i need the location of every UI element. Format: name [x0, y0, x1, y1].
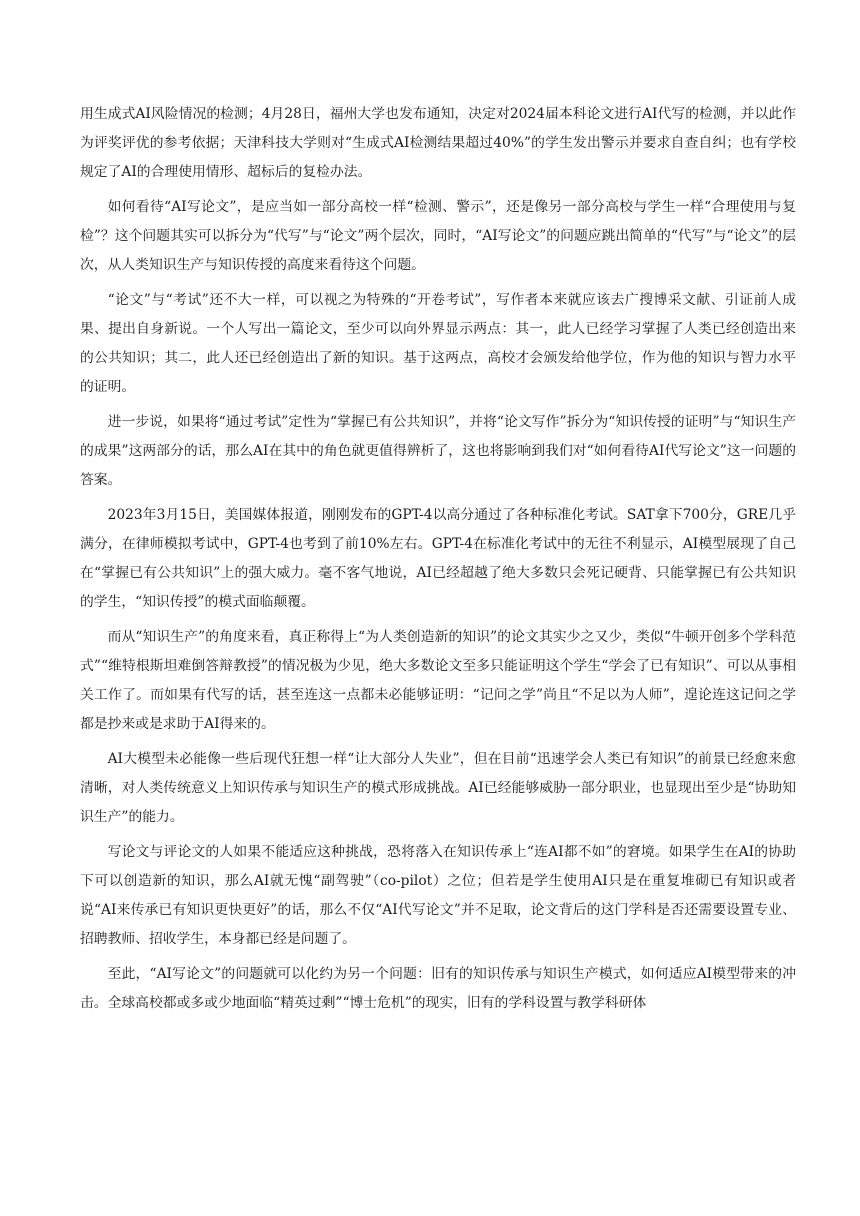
- paragraph-4: 进一步说，如果将“通过考试”定性为“掌握已有公共知识”，并将“论文写作”拆分为“知识传授的证明”与“知识生产的成果”这两部分的话，那么AI在其中的角色就更值得辨析了，这也将影响到我们对“如何看待AI代写论文”这一问题的答案。: [80, 414, 796, 488]
- document-body: [80, 100, 796, 1024]
- paragraph-1: 用生成式AI风险情况的检测；4月28日，福州大学也发布通知，决定对2024届本科论文进行AI代写的检测，并以此作为评奖评优的参考依据；天津科技大学则对“生成式AI检测结果超过40%”的学生发出警示并要求自查自纠；也有学校规定了AI的合理使用情形、超标后的复检办法。: [80, 106, 796, 180]
- paragraph-3: “论文”与“考试”还不大一样，可以视之为特殊的“开卷考试”，写作者本来就应该去广搜博采文献、引证前人成果、提出自身新说。一个人写出一篇论文，至少可以向外界显示两点：其一，此人已经学习掌握了人类已经创造出来的公共知识；其二，此人还已经创造出了新的知识。基于这两点，高校才会颁发给他学位，作为他的知识与智力水平的证明。: [80, 292, 796, 395]
- paragraph-9: 至此，“AI写论文”的问题就可以化约为另一个问题：旧有的知识传承与知识生产模式，如何适应AI模型带来的冲击。全球高校都或多或少地面临“精英过剩”“博士危机”的现实，旧有的学科设置与教学科研体: [80, 966, 796, 1011]
- paragraph-2: 如何看待“AI写论文”，是应当如一部分高校一样“检测、警示”，还是像另一部分高校与学生一样“合理使用与复检”？这个问题其实可以拆分为“代写”与“论文”两个层次，同时，“AI写论文”的问题应跳出简单的“代写”与“论文”的层次，从人类知识生产与知识传授的高度来看待这个问题。: [80, 199, 796, 273]
- paragraph-6: 而从“知识生产”的角度来看，真正称得上“为人类创造新的知识”的论文其实少之又少，类似“牛顿开创多个学科范式”“维特根斯坦难倒答辩教授”的情况极为少见，绝大多数论文至多只能证明这个学生“学会了已有知识”、可以从事相关工作了。而如果有代写的话，甚至连这一点都未必能够证明：“记问之学”尚且“不足以为人师”，遑论连这记问之学都是抄来或是求助于AI得来的。: [80, 629, 796, 732]
- paragraph-5: 2023年3月15日，美国媒体报道，刚刚发布的GPT-4以高分通过了各种标准化考试。SAT拿下700分，GRE几乎满分，在律师模拟考试中，GPT-4也考到了前10%左右。GPT-4在标准化考试中的无往不利显示，AI模型展现了自己在“掌握已有公共知识”上的强大威力。毫不客气地说，AI已经超越了绝大多数只会死记硬背、只能掌握已有公共知识的学生，“知识传授”的模式面临颠覆。: [80, 507, 796, 610]
- paragraph-7: AI大模型未必能像一些后现代狂想一样“让大部分人失业”，但在目前“迅速学会人类已有知识”的前景已经愈来愈清晰，对人类传统意义上知识传承与知识生产的模式形成挑战。AI已经能够威胁一部分职业，也显现出至少是“协助知识生产”的能力。: [80, 751, 796, 825]
- paragraph-8: 写论文与评论文的人如果不能适应这种挑战，恐将落入在知识传承上“连AI都不如”的窘境。如果学生在AI的协助下可以创造新的知识，那么AI就无愧“副驾驶”（co-pilot）之位；但若是学生使用AI只是在重复堆砌已有知识或者说“AI来传承已有知识更快更好”的话，那么不仅“AI代写论文”并不足取，论文背后的这门学科是否还需要设置专业、招聘教师、招收学生，本身都已经是问题了。: [80, 844, 796, 947]
